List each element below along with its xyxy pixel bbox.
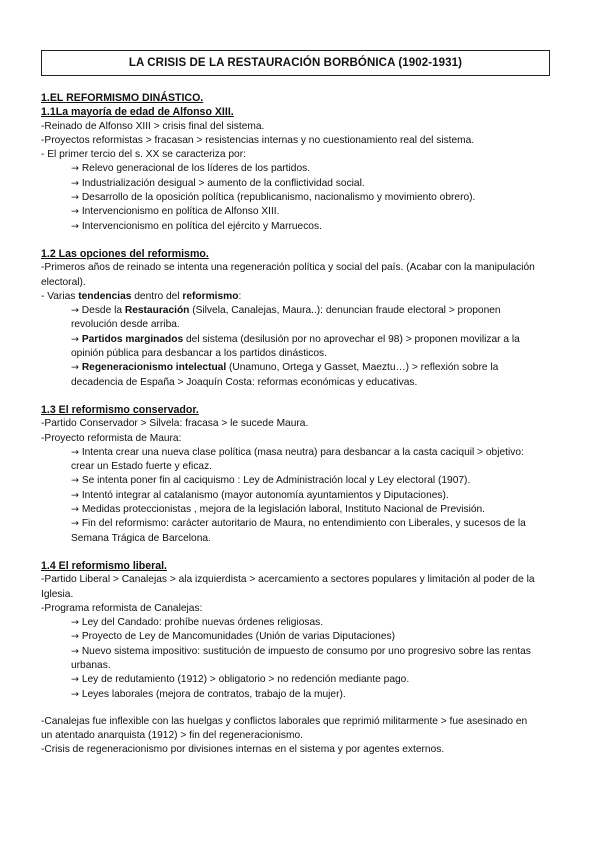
list-item: → Partidos marginados del sistema (desilusión por no aprovechar el 98) > proponen movilizar a la [71,333,520,345]
arrow-icon: → [71,305,79,317]
list-item: → Nuevo sistema impositivo: sustitución de impuesto de consumo por uno progresivo sobre las rentas [71,645,531,657]
paragraph-line: electoral). [41,276,86,288]
arrow-icon: → [71,489,79,501]
list-item-continuation: decadencia de España > Joaquín Costa: reformas económicas y educativas. [71,376,418,388]
list-item: → Medidas proteccionistas , mejora de la legislación laboral, Instituto Nacional de Previsión. [71,504,485,516]
section-heading: 1.EL REFORMISMO DINÁSTICO. [41,92,204,104]
list-item: → Regeneracionismo intelectual (Unamuno, Ortega y Gasset, Maeztu…) > reflexión sobre la [71,362,499,374]
list-item: → Desarrollo de la oposición política (republicanismo, nacionalismo y movimiento obrero). [71,192,476,204]
list-item: → Proyecto de Ley de Mancomunidades (Unión de varias Diputaciones) [71,631,395,643]
paragraph-line: -Programa reformista de Canalejas: [41,602,203,614]
arrow-icon: → [71,177,79,189]
arrow-icon: → [71,475,79,487]
paragraph-line: -Crisis de regeneracionismo por divisiones internas en el sistema y por agentes externos. [41,744,445,756]
list-item: → Industrialización desigual > aumento de la conflictividad social. [71,177,365,189]
arrow-icon: → [71,206,79,218]
paragraph-line: - El primer tercio del s. XX se caracteriza por: [41,149,246,161]
list-item: → Leyes laborales (mejora de contratos, trabajo de la mujer). [71,688,346,700]
arrow-icon: → [71,220,79,232]
list-item-continuation: Semana Trágica de Barcelona. [71,532,211,544]
arrow-icon: → [71,631,79,643]
arrow-icon: → [71,163,79,175]
paragraph-line: -Proyecto reformista de Maura: [41,432,182,444]
list-item: → Relevo generacional de los líderes de los partidos. [71,163,311,175]
subsection-heading: 1.2 Las opciones del reformismo. [41,247,209,260]
list-item-continuation: revolución desde arriba. [71,319,180,331]
paragraph-line: -Partido Liberal > Canalejas > ala izquierdista > acercamiento a sectores populares y limitación al poder de la [41,574,535,586]
subsection-heading: 1.3 El reformismo conservador. [41,403,199,416]
list-item-continuation: crear un Estado fuerte y eficaz. [71,461,212,473]
paragraph-line: -Reinado de Alfonso XIII > crisis final del sistema. [41,120,265,132]
subsection-heading: 1.1La mayoría de edad de Alfonso XIII. [41,106,234,119]
list-item: → Intenta crear una nueva clase política (masa neutra) para desbancar a la casta caciquil > objetivo: [71,446,524,458]
list-item: → Intentó integrar al catalanismo (mayor autonomía ayuntamientos y Diputaciones). [71,489,449,501]
paragraph-line: Iglesia. [41,588,74,600]
subsection-heading: 1.4 El reformismo liberal. [41,559,167,572]
list-item: → Ley del Candado: prohíbe nuevas órdenes religiosas. [71,617,324,629]
paragraph-line: -Proyectos reformistas > fracasan > resistencias internas y no cuestionamiento real del sistema. [41,134,475,146]
list-item: → Desde la Restauración (Silvela, Canalejas, Maura..): denuncian fraude electoral > proponen [71,305,501,317]
list-item-continuation: opinión pública para desbancar a los partidos dinásticos. [71,348,327,360]
paragraph-line: -Canalejas fue inflexible con las huelgas y conflictos laborales que reprimió militarmente > fue asesinado en [41,715,528,727]
arrow-icon: → [71,645,79,657]
document-title [41,50,550,76]
list-item: → Se intenta poner fin al caciquismo : Ley de Administración local y Ley electoral (1907). [71,475,471,487]
arrow-icon: → [71,333,79,345]
arrow-icon: → [71,504,79,516]
paragraph-line: - Varias tendencias dentro del reformismo: [41,290,242,302]
list-item: → Ley de redutamiento (1912) > obligatorio > no redención mediante pago. [71,674,410,686]
paragraph-line: -Partido Conservador > Silvela: fracasa > le sucede Maura. [41,418,309,430]
arrow-icon: → [71,446,79,458]
paragraph-line: un atentado anarquista (1912) > fin del regeneracionismo. [41,730,303,742]
paragraph-line: -Primeros años de reinado se intenta una regeneración política y social del país. (Acabar con la manipulación [41,262,535,274]
arrow-icon: → [71,362,79,374]
list-item-continuation: urbanas. [71,659,111,671]
arrow-icon: → [71,688,79,700]
list-item: → Intervencionismo en política de Alfonso XIII. [71,206,280,218]
arrow-icon: → [71,518,79,530]
title-text: LA CRISIS DE LA RESTAURACIÓN BORBÓNICA (1902-1931) [128,57,463,69]
document-body [41,91,556,758]
list-item: → Fin del reformismo: carácter autoritario de Maura, no entendimiento con Liberales, y sucesos de la [71,518,526,530]
arrow-icon: → [71,617,79,629]
list-item: → Intervencionismo en política del ejército y Marruecos. [71,220,322,232]
arrow-icon: → [71,192,79,204]
arrow-icon: → [71,674,79,686]
